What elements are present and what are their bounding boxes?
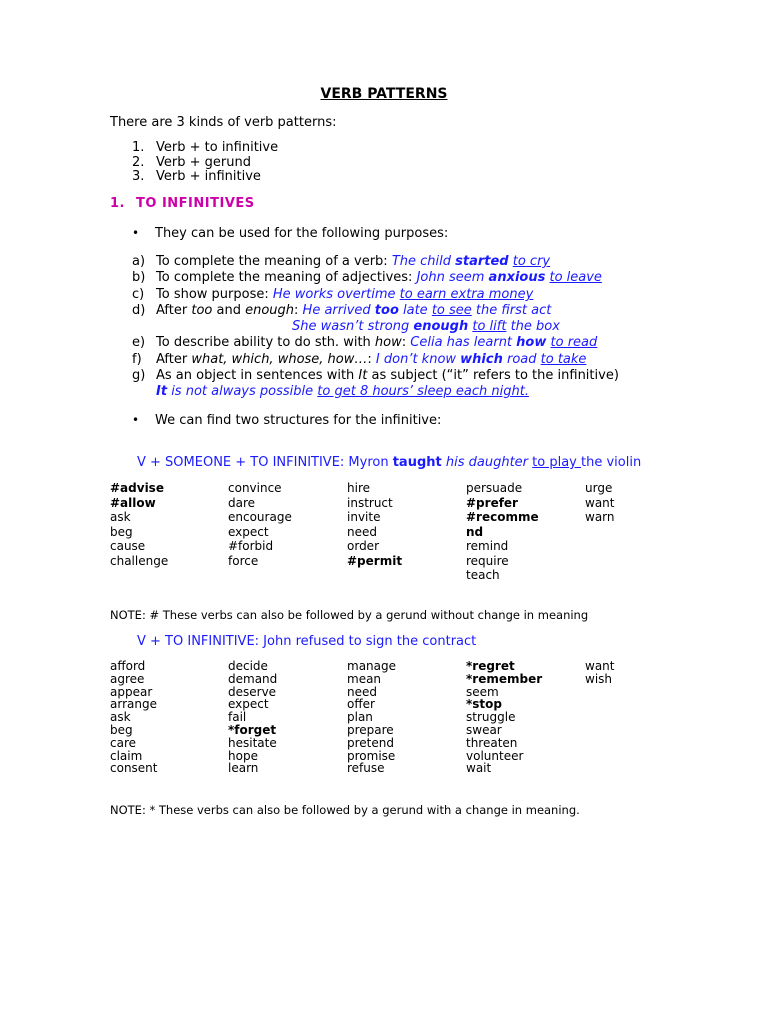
verb-cell: challenge: [110, 553, 169, 568]
verb-cell: beg: [110, 722, 133, 737]
bullet-item: [132, 226, 449, 241]
purpose-e: [132, 335, 598, 350]
example-underline: to get 8 hours’ sleep each night.: [317, 384, 529, 399]
keyword: too: [191, 303, 213, 318]
example-text: his daughter: [441, 455, 533, 470]
purpose-letter: f): [132, 352, 142, 367]
verb-cell: decide: [228, 659, 268, 673]
verb-cell: fail: [228, 710, 247, 725]
verb-cell: encourage: [228, 510, 292, 524]
purpose-letter: e): [132, 335, 146, 350]
verb-cell: *remember: [466, 671, 543, 686]
example-underline: to see: [431, 303, 472, 318]
section-label: TO INFINITIVES: [136, 196, 255, 211]
list-item: Verb + infinitive: [156, 169, 261, 184]
example-underline: to read: [550, 335, 598, 350]
example-underline: to cry: [512, 254, 551, 269]
note-text: NOTE: * These verbs can also be followed by a gerund with a change in meaning.: [110, 803, 580, 817]
bullet-text: They can be used for the following purposes:: [155, 226, 449, 241]
verb-cell: pretend: [347, 735, 394, 750]
verb-cell: want: [585, 659, 615, 673]
verb-cell: arrange: [110, 697, 157, 712]
verb-cell: claim: [110, 748, 143, 763]
keyword: what, which, whose, how…: [191, 352, 368, 367]
example-underline: to leave: [549, 270, 602, 285]
verb-cell: warn: [585, 510, 615, 524]
keyword: how: [374, 335, 402, 350]
verb-cell: volunteer: [466, 748, 524, 763]
verb-column: [466, 481, 539, 583]
verb-cell: #forbid: [228, 539, 274, 553]
verb-cell: invite: [347, 510, 381, 524]
purpose-lead: To show purpose:: [156, 287, 273, 302]
purpose-letter: a): [132, 254, 146, 269]
verb-cell: want: [585, 495, 615, 510]
purpose-g-line2: [156, 384, 529, 399]
verb-column: [585, 481, 615, 525]
verb-cell: remind: [466, 539, 509, 553]
verb-column: [228, 481, 292, 568]
verb-cell: cause: [110, 539, 146, 553]
example-text: is not always possible: [167, 384, 318, 399]
purpose-lead: To complete the meaning of a verb:: [156, 254, 392, 269]
example-underline: to earn extra money: [399, 287, 534, 302]
verb-cell: manage: [347, 659, 397, 673]
verb-cell: persuade: [466, 481, 523, 495]
bullet-text: We can find two structures for the infinitive:: [155, 413, 442, 428]
purpose-c: [132, 287, 534, 302]
verb-cell: expect: [228, 697, 269, 712]
verb-cell: expect: [228, 524, 269, 539]
purpose-lead: To describe ability to do sth. with: [156, 335, 375, 350]
verb-column: [110, 660, 158, 775]
verb-cell: afford: [110, 659, 146, 673]
verb-table-2: [110, 660, 670, 790]
verb-cell: need: [347, 524, 377, 539]
verb-cell: force: [228, 553, 259, 568]
example-underline: to play: [532, 455, 582, 470]
verb-cell: require: [466, 553, 509, 568]
example-emphasis: anxious: [488, 270, 546, 285]
example-text: the first act: [471, 303, 552, 318]
punctuation: :: [367, 352, 376, 367]
purpose-letter: d): [132, 303, 146, 318]
verb-cell: convince: [228, 481, 282, 495]
example-text: The child: [391, 254, 456, 269]
example-text: road: [502, 352, 541, 367]
verb-cell: #prefer: [466, 495, 518, 510]
verb-cell: refuse: [347, 761, 385, 776]
verb-column: [466, 660, 542, 775]
example-emphasis: taught: [392, 455, 442, 470]
punctuation: :: [294, 303, 303, 318]
keyword: enough: [245, 303, 295, 318]
example-text: the violin: [581, 455, 642, 470]
purpose-lead: As an object in sentences with: [156, 368, 359, 383]
verb-cell: learn: [228, 761, 259, 776]
purpose-letter: g): [132, 368, 146, 383]
verb-cell: promise: [347, 748, 396, 763]
verb-cell: #permit: [347, 553, 403, 568]
verb-cell: *forget: [228, 722, 277, 737]
purpose-lead: as subject (“it” refers to the infinitive): [367, 368, 619, 383]
verb-cell: #advise: [110, 481, 164, 495]
example-underline: to take: [540, 352, 587, 367]
example-text: Celia has learnt: [410, 335, 517, 350]
verb-column: [228, 660, 277, 775]
intro-text: There are 3 kinds of verb patterns:: [110, 115, 337, 130]
verb-cell: struggle: [466, 710, 516, 725]
purpose-lead: and: [212, 303, 246, 318]
verb-cell: offer: [347, 697, 375, 712]
verb-cell: care: [110, 735, 137, 750]
purpose-d-line2: [292, 319, 560, 334]
verb-cell: hope: [228, 748, 258, 763]
example-text: the box: [506, 319, 560, 334]
verb-cell: instruct: [347, 495, 393, 510]
verb-cell: nd: [466, 524, 484, 539]
verb-cell: demand: [228, 671, 278, 686]
note-text: NOTE: # These verbs can also be followed by a gerund without change in meaning: [110, 608, 589, 622]
purpose-b: [132, 270, 602, 285]
verb-cell: swear: [466, 722, 502, 737]
page-title: VERB PATTERNS: [320, 86, 448, 102]
verb-column: [347, 660, 396, 775]
verb-cell: teach: [466, 568, 500, 582]
keyword: It: [358, 368, 368, 383]
purpose-f: [132, 352, 587, 367]
example-emphasis: enough: [413, 319, 469, 334]
example-emphasis: which: [460, 352, 503, 367]
verb-cell: #allow: [110, 495, 156, 510]
section-number: 1.: [110, 196, 125, 211]
verb-cell: hire: [347, 481, 370, 495]
list-item: Verb + to infinitive: [156, 140, 279, 155]
purpose-lead: To complete the meaning of adjectives:: [156, 270, 417, 285]
verb-cell: prepare: [347, 722, 394, 737]
verb-cell: order: [347, 539, 379, 553]
example-emphasis: too: [374, 303, 399, 318]
verb-cell: seem: [466, 684, 499, 699]
verb-cell: urge: [585, 481, 613, 495]
verb-cell: appear: [110, 684, 153, 699]
verb-cell: ask: [110, 510, 131, 524]
example-text: He works overtime: [272, 287, 400, 302]
list-item: Verb + gerund: [156, 154, 251, 170]
example-emphasis: how: [516, 335, 547, 350]
verb-cell: *stop: [466, 697, 502, 712]
list-number: 2.: [132, 154, 145, 170]
purpose-letter: c): [132, 287, 145, 302]
kinds-list: [132, 140, 279, 184]
section-heading: [110, 196, 255, 211]
verb-column: [110, 481, 168, 568]
list-number: 3.: [132, 169, 145, 184]
purpose-lead: After: [156, 303, 192, 318]
purpose-letter: b): [132, 270, 146, 285]
verb-cell: dare: [228, 495, 256, 510]
purpose-a: [132, 254, 551, 269]
example-text: I don’t know: [375, 352, 461, 367]
verb-cell: threaten: [466, 735, 518, 750]
verb-column: [347, 481, 402, 568]
bullet-item: [132, 413, 442, 428]
verb-cell: hesitate: [228, 735, 277, 750]
verb-cell: need: [347, 684, 377, 699]
example-emphasis: It: [156, 384, 168, 399]
verb-cell: *regret: [466, 659, 515, 673]
verb-cell: consent: [110, 761, 158, 776]
verb-cell: ask: [110, 710, 131, 725]
verb-table-1: [110, 481, 670, 591]
list-number: 1.: [132, 140, 145, 155]
example-emphasis: started: [455, 254, 509, 269]
verb-cell: #recomme: [466, 510, 539, 524]
example-underline: to lift: [472, 319, 507, 334]
verb-cell: plan: [347, 710, 373, 725]
purpose-g: [132, 368, 619, 383]
punctuation: :: [401, 335, 411, 350]
structure-lead: V + SOMEONE + TO INFINITIVE: Myron: [137, 455, 393, 470]
verb-cell: agree: [110, 671, 145, 686]
bullet-icon: •: [132, 226, 140, 240]
verb-cell: deserve: [228, 684, 277, 699]
purpose-d: [132, 303, 552, 318]
verb-cell: wish: [585, 671, 613, 686]
purpose-lead: After: [156, 352, 192, 367]
example-text: John seem: [416, 270, 489, 285]
example-text: late: [398, 303, 432, 318]
verb-cell: wait: [466, 761, 492, 776]
bullet-icon: •: [132, 413, 140, 427]
verb-cell: beg: [110, 524, 133, 539]
example-text: She wasn’t strong: [292, 319, 414, 334]
example-text: He arrived: [302, 303, 375, 318]
verb-column: [585, 660, 614, 686]
structure-lead: V + TO INFINITIVE: John refused to sign the contract: [137, 634, 477, 649]
verb-cell: mean: [347, 671, 382, 686]
